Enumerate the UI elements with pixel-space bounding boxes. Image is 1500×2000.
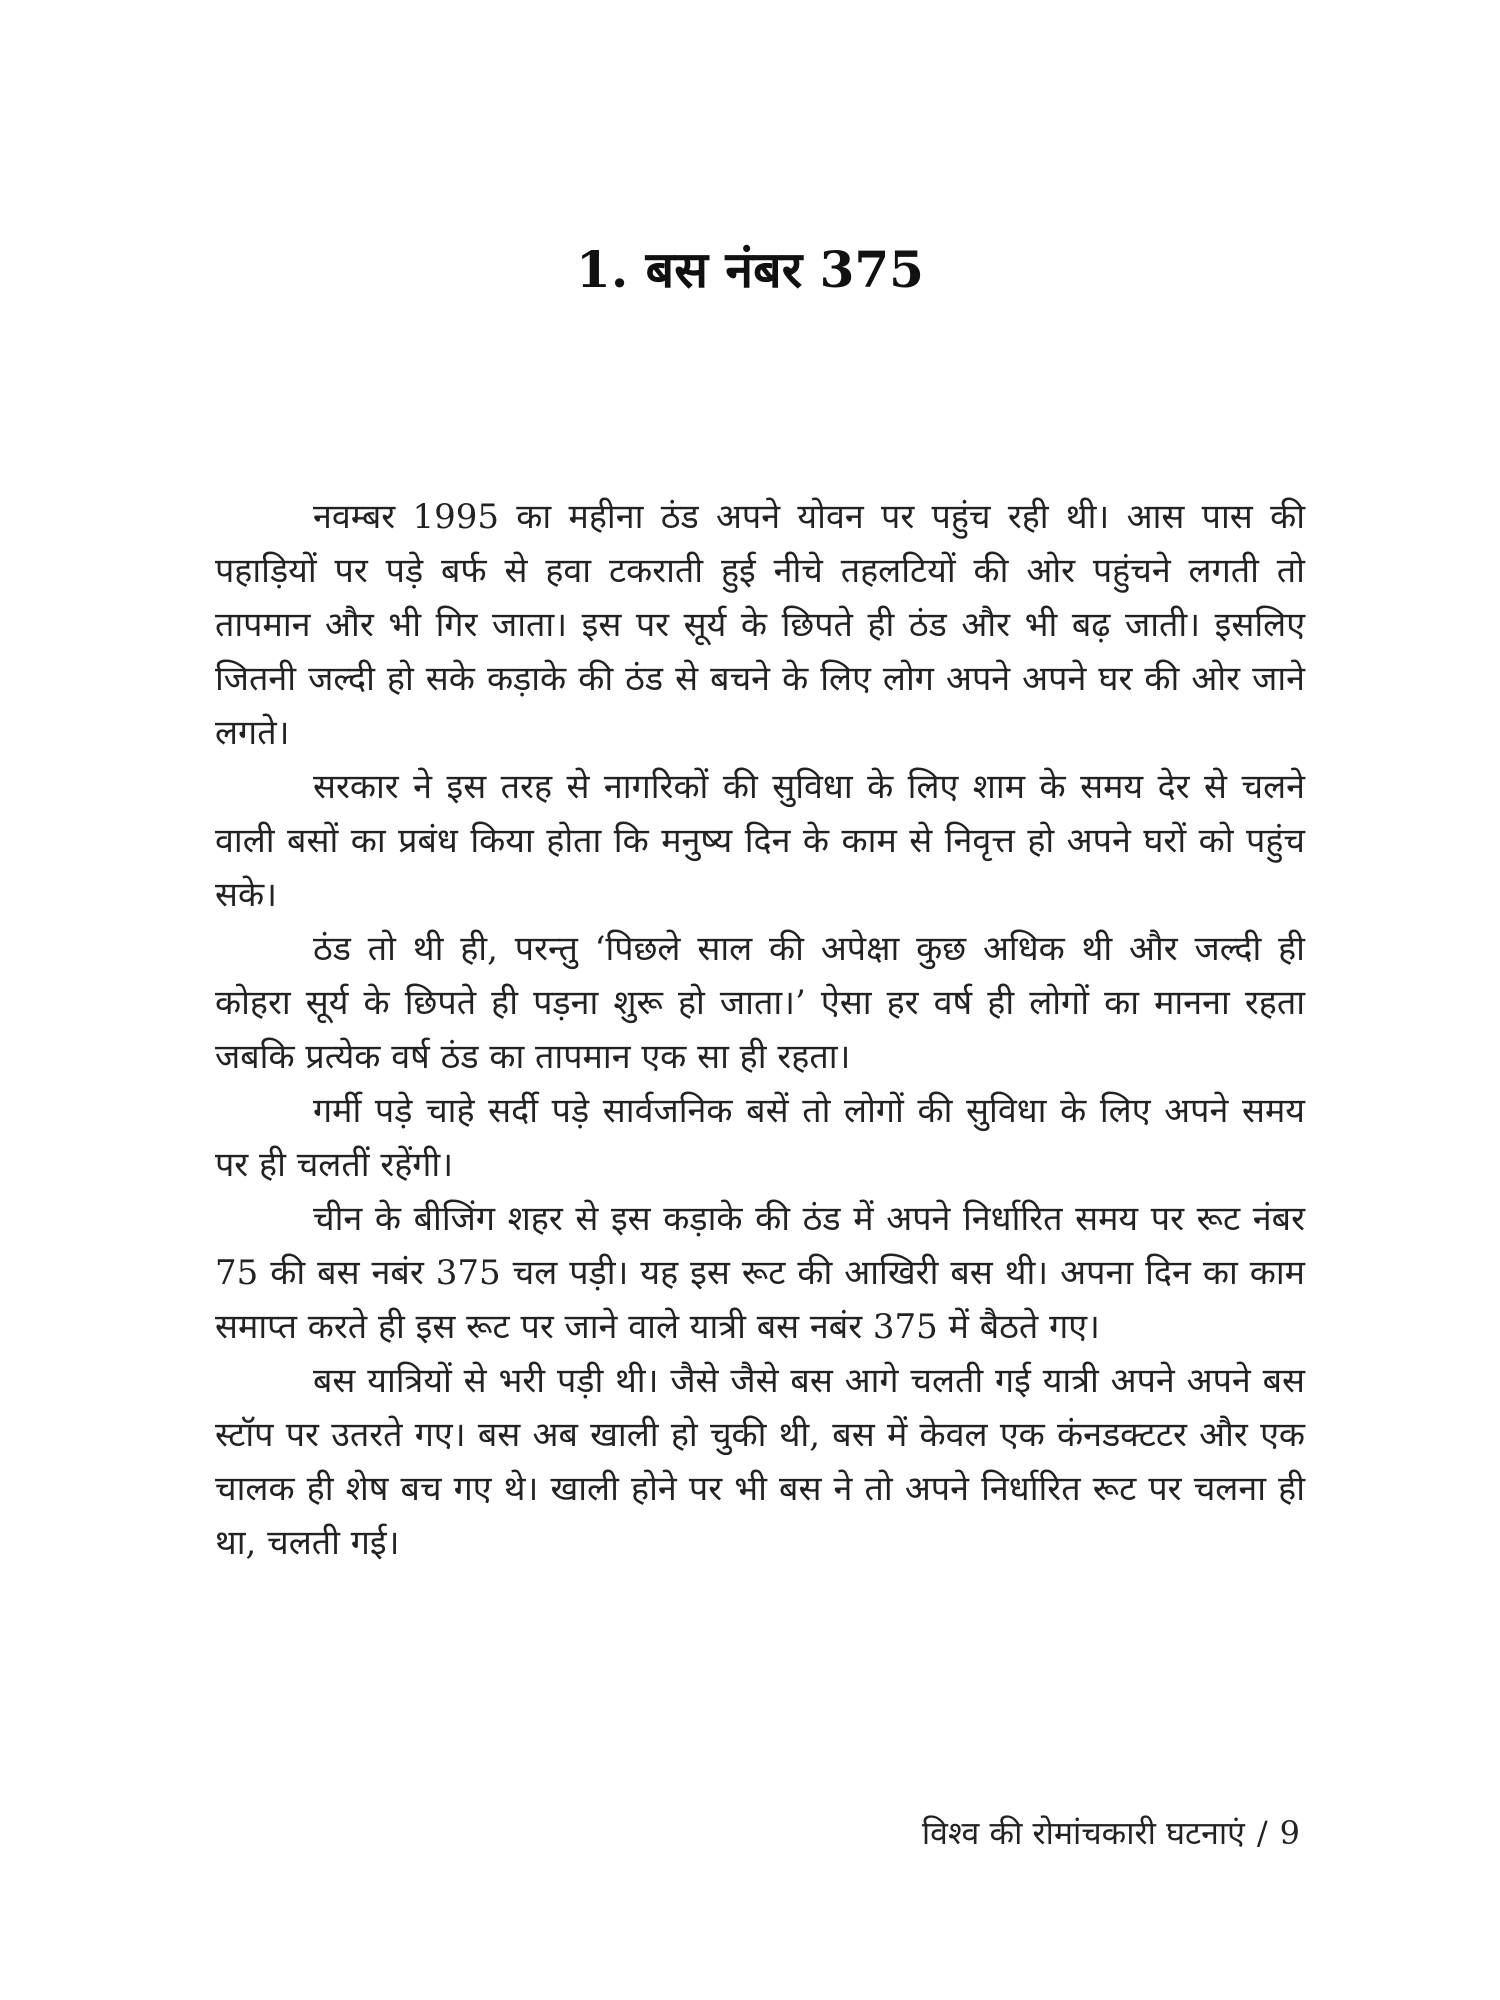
paragraph: गर्मी पड़े चाहे सर्दी पड़े सार्वजनिक बसें तो लोगों की सुविधा के लिए अपने समय पर ही चलतीं रहेंगी। <box>215 1091 1305 1185</box>
footer-book-title: विश्व की रोमांचकारी घटनाएं <box>921 1814 1245 1852</box>
paragraph: ठंड तो थी ही, परन्तु ‘पिछले साल की अपेक्षा कुछ अधिक थी और जल्दी ही कोहरा सूर्य के छिपते ही पड़ना शुरू हो जाता।’ ऐसा हर वर्ष ही लोगों का मानना रहता जबकि प्रत्येक वर्ष ठंड का तापमान एक सा ही रहता। <box>215 929 1305 1077</box>
page-number: 9 <box>1279 1814 1300 1852</box>
paragraph: सरकार ने इस तरह से नागरिकों की सुविधा के लिए शाम के समय देर से चलने वाली बसों का प्रबंध किया होता कि मनुष्य दिन के काम से निवृत्त हो अपने घरों को पहुंच सके। <box>215 767 1305 915</box>
chapter-body <box>215 490 1305 1570</box>
footer-separator: / <box>1256 1814 1268 1852</box>
paragraph: चीन के बीजिंग शहर से इस कड़ाके की ठंड में अपने निर्धारित समय पर रूट नंबर 75 की बस नबंर 375 चल पड़ी। यह इस रूट की आखिरी बस थी। अपना दिन का काम समाप्त करते ही इस रूट पर जाने वाले यात्री बस नबंर 375 में बैठते गए। <box>215 1199 1305 1347</box>
page-footer <box>922 1808 1300 1858</box>
chapter-title: 1. बस नंबर 375 <box>576 240 924 299</box>
paragraph: नवम्बर 1995 का महीना ठंड अपने योवन पर पहुंच रही थी। आस पास की पहाड़ियों पर पड़े बर्फ से हवा टकराती हुई नीचे तहलटियों की ओर पहुंचने लगती तो तापमान और भी गिर जाता। इस पर सूर्य के छिपते ही ठंड और भी बढ़ जाती। इसलिए जितनी जल्दी हो सके कड़ाके की ठंड से बचने के लिए लोग अपने अपने घर की ओर जाने लगते। <box>215 497 1305 753</box>
paragraph: बस यात्रियों से भरी पड़ी थी। जैसे जैसे बस आगे चलती गई यात्री अपने अपने बस स्टॉप पर उतरते गए। बस अब खाली हो चुकी थी, बस में केवल एक कंनडक्टटर और एक चालक ही शेष बच गए थे। खाली होने पर भी बस ने तो अपने निर्धारित रूट पर चलना ही था, चलती गई। <box>215 1361 1305 1563</box>
